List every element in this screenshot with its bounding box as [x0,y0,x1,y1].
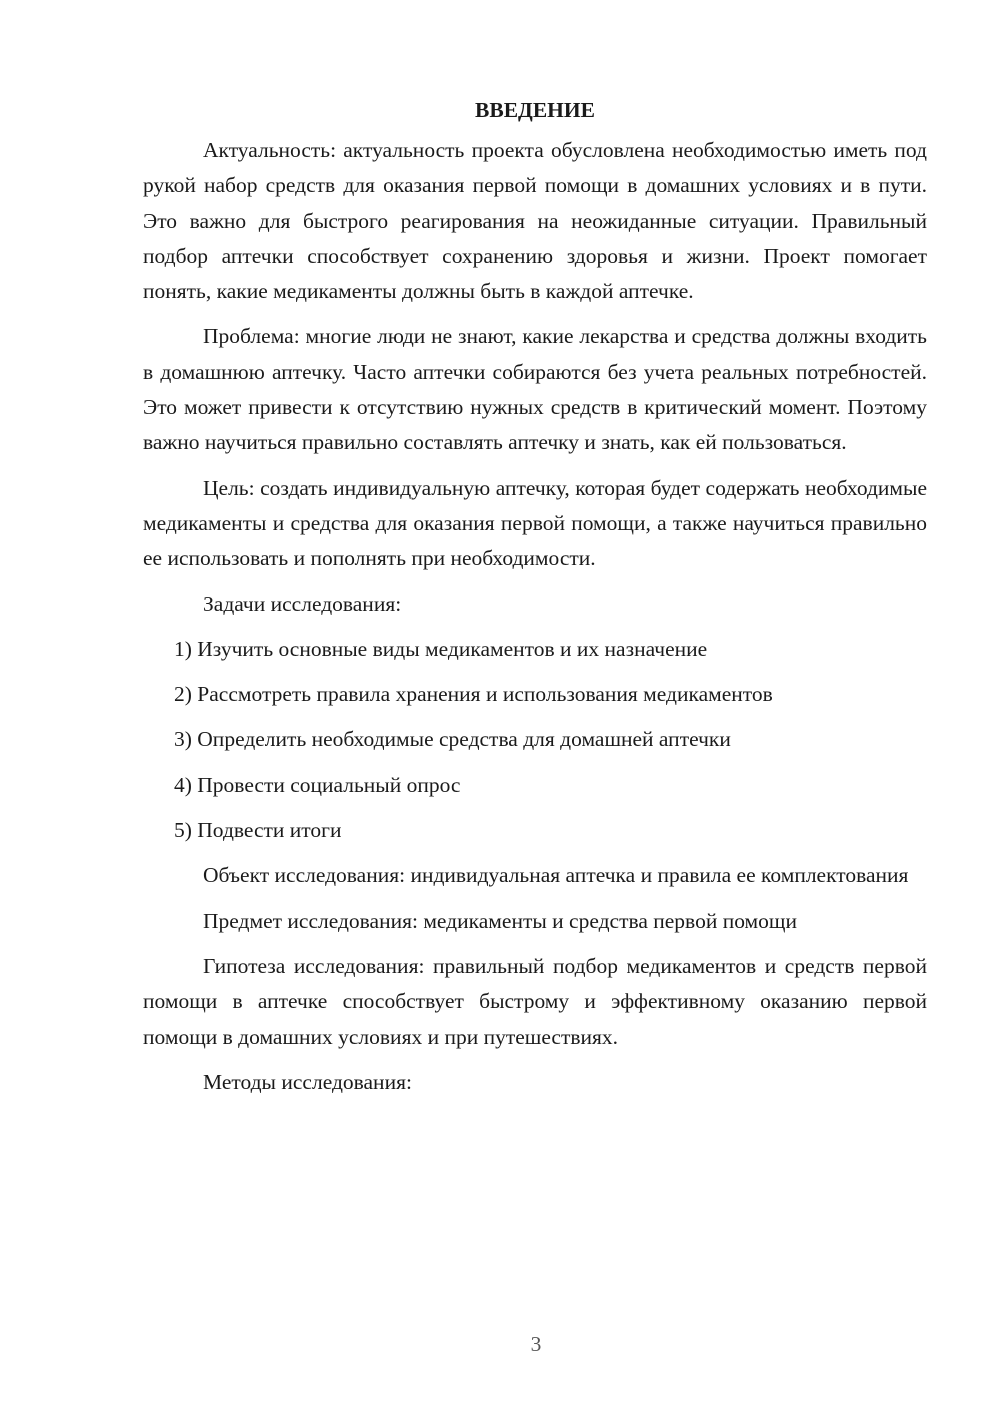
paragraph-object: Объект исследования: индивидуальная аптечка и правила ее комплектования [203,863,909,888]
methods-heading: Методы исследования: [203,1069,412,1094]
list-item: 3) Определить необходимые средства для домашней аптечки [174,727,731,752]
list-item: 1) Изучить основные виды медикаментов и их назначение [174,636,708,661]
list-item: 2) Рассмотреть правила хранения и использования медикаментов [174,682,773,707]
tasks-list [143,632,927,848]
paragraph-goal: Цель: создать индивидуальную аптечку, которая будет содержать необходимые медикаменты и средства для оказания первой помощи, а также научиться правильно ее использовать и пополнять при необходимости. [143,475,927,571]
tasks-heading: Задачи исследования: [203,591,402,616]
paragraph-hypothesis: Гипотеза исследования: правильный подбор медикаментов и средств первой помощи в аптечке способствует быстрому и эффективному оказанию первой помощи в домашних условиях и при путешествиях. [143,953,927,1049]
page-number: 3 [530,1332,542,1356]
paragraph-relevance: Актуальность: актуальность проекта обусловлена необходимостью иметь под рукой набор средств для оказания первой помощи в домашних условиях и в пути. Это важно для быстрого реагирования на неожиданные ситуации. Правильный подбор аптечки способствует сохранению здоровья и жизни. Проект помогает понять, какие медикаменты должны быть в каждой аптечке. [143,138,927,304]
document-page [143,92,927,1100]
list-item: 5) Подвести итоги [174,818,342,843]
list-item: 4) Провести социальный опрос [174,772,461,797]
paragraph-subject: Предмет исследования: медикаменты и средства первой помощи [203,908,797,933]
page-title: ВВЕДЕНИЕ [475,98,595,122]
paragraph-problem: Проблема: многие люди не знают, какие лекарства и средства должны входить в домашнюю аптечку. Часто аптечки собираются без учета реальных потребностей. Это может привести к отсутствию нужных средств в критический момент. Поэтому важно научиться правильно составлять аптечку и знать, как ей пользоваться. [143,324,927,455]
